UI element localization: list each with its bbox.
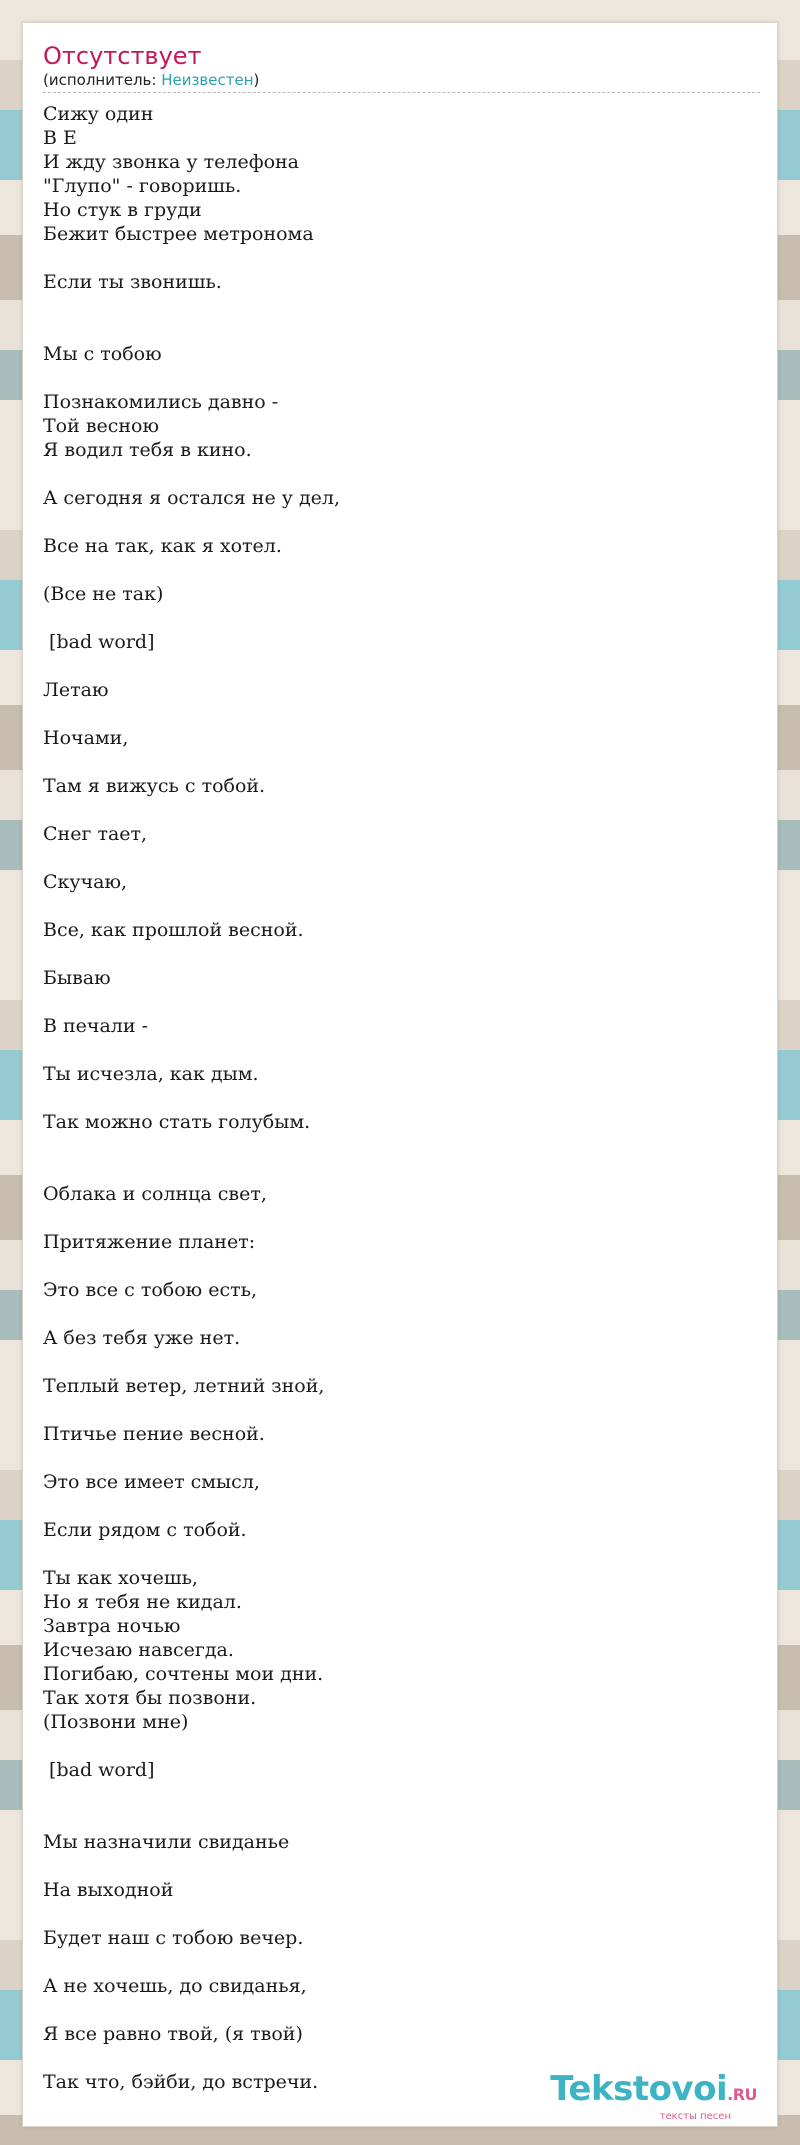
logo-name: Tekstovoi	[550, 2069, 728, 2109]
song-title: Отсутствует	[43, 42, 202, 70]
performer-link[interactable]: Неизвестен	[161, 71, 254, 89]
performer-suffix: )	[253, 71, 260, 89]
logo-tagline: тексты песен	[659, 2111, 731, 2122]
site-logo[interactable]	[550, 2071, 757, 2122]
lyrics-text: Сижу один В Е И жду звонка у телефона "Глупо" - говоришь. Но стук в груди Бежит быстрее метронома Если ты звонишь. Мы с тобою Познакомились давно - Той весною Я водил тебя в кино. А сегодня я остался не у дел, Все на так, как я хотел. (Все не так) [bad word] Летаю Ночами, Там я вижусь с тобой. Снег тает, Скучаю, Все, как прошлой весной. Бываю В печали - Ты исчезла, как дым. Так можно стать голубым. Облака и солнца свет, Притяжение планет: Это все с тобою есть, А без тебя уже нет. Теплый ветер, летний зной, Птичье пение весной. Это все имеет смысл, Если рядом с тобой. Ты как хочешь, Но я тебя не кидал. Завтра ночью Исчезаю навсегда. Погибаю, сочтены мои дни. Так хотя бы позвони. (Позвони мне) [bad word] Мы назначили свиданье На выходной Будет наш с тобою вечер. А не хочешь, до свиданья, Я все равно твой, (я твой) Так что, бэйби, до встречи.	[43, 103, 340, 2093]
logo-tld: .RU	[727, 2085, 757, 2104]
song-header	[43, 41, 760, 93]
lyrics-sheet	[22, 22, 778, 2127]
performer-line	[43, 71, 760, 90]
logo-wordmark	[550, 2071, 757, 2113]
performer-prefix: (исполнитель:	[43, 71, 162, 89]
